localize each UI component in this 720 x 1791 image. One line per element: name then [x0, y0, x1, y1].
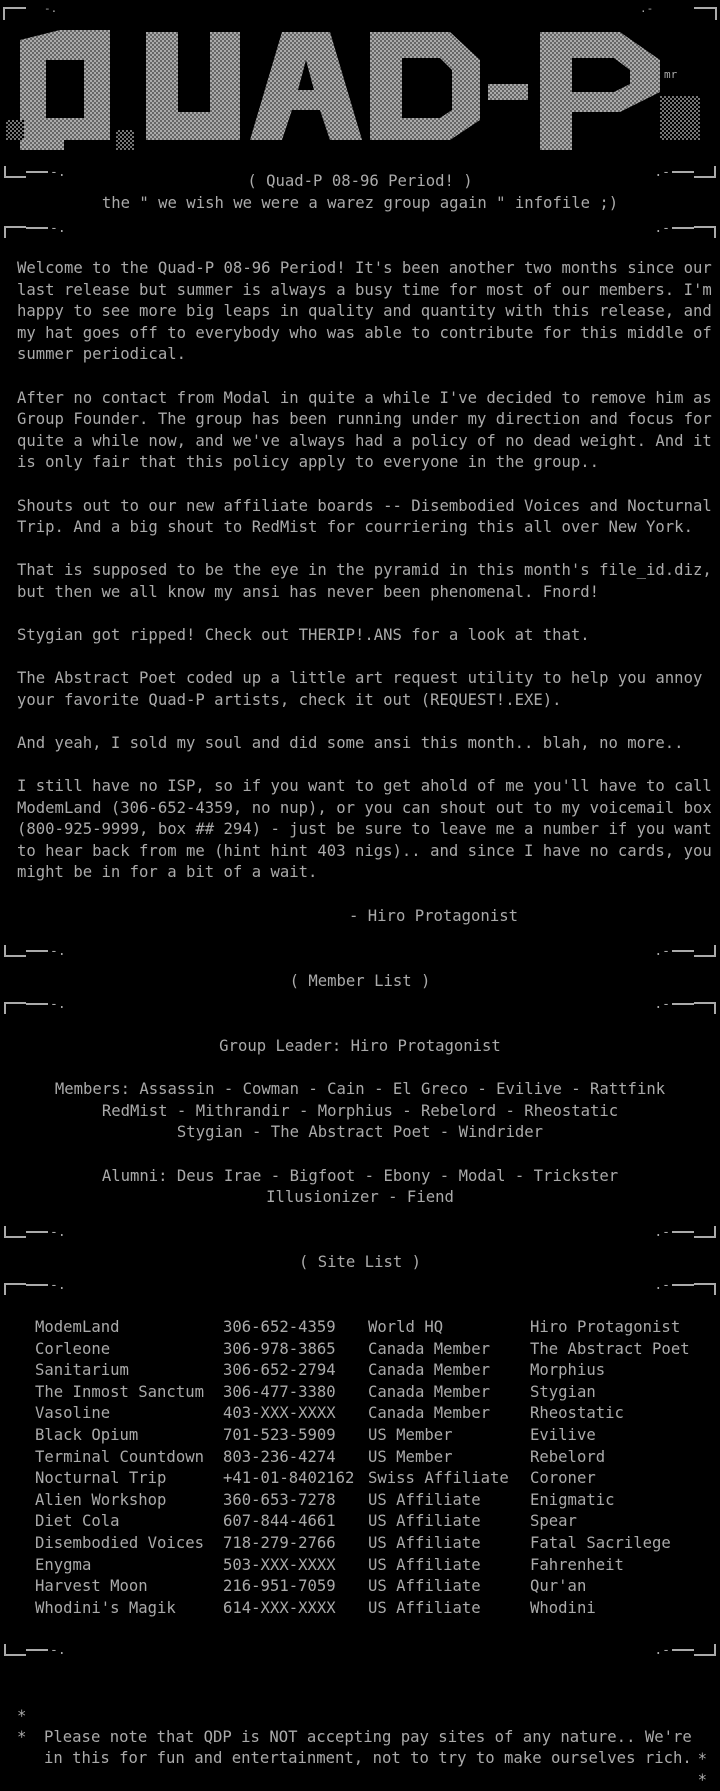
site-sysop: Enigmatic — [530, 1490, 615, 1509]
site-name: Enygma — [35, 1555, 92, 1574]
alumni-line1: Alumni: Deus Irae - Bigfoot - Ebony - Modal - Trickster — [101, 1167, 619, 1185]
site-phone: 216-951-7059 — [223, 1577, 336, 1596]
members-line3: Stygian - The Abstract Poet - Windrider — [176, 1123, 544, 1141]
site-sysop: Evilive — [530, 1426, 596, 1444]
site-sysop: Whodini — [530, 1598, 596, 1617]
site-type: Swiss Affiliate — [368, 1469, 509, 1488]
site-type: US Member — [368, 1447, 453, 1466]
site-name: Alien Workshop — [35, 1490, 167, 1509]
site-type: US Affiliate — [368, 1577, 481, 1596]
site-name: Harvest Moon — [35, 1577, 148, 1596]
footer-note-line1: * Please note that QDP is NOT accepting pay sites of any nature.. We're * — [17, 1706, 707, 1768]
intro-p2-line1: After no contact from Modal in quite a while I've decided to remove him as — [17, 389, 712, 407]
site-type: Canada Member — [368, 1404, 491, 1423]
site-name: Vasoline — [35, 1404, 111, 1423]
site-type: World HQ — [368, 1318, 444, 1336]
site-type: US Affiliate — [368, 1555, 481, 1574]
site-row — [35, 1533, 715, 1555]
site-type: Canada Member — [368, 1339, 491, 1358]
site-row — [35, 1468, 715, 1490]
site-sysop: Qur'an — [530, 1577, 587, 1596]
member-rule-bottom: -. .- — [4, 945, 716, 959]
intro-p8-line2: ModemLand (306-652-4359, no nup), or you can shout out to my voicemail box — [17, 799, 712, 817]
site-row — [35, 1360, 715, 1382]
intro-p1-line4: my hat goes off to everybody who was able to contribute for this middle of — [17, 324, 712, 342]
site-row — [35, 1317, 715, 1339]
site-name: Nocturnal Trip — [35, 1469, 167, 1488]
site-phone: 614-XXX-XXXX — [223, 1598, 336, 1617]
intro-p4-line2: but then we all know my ansi has never been phenomenal. Fnord! — [17, 583, 600, 601]
site-type: US Affiliate — [368, 1512, 481, 1531]
site-phone: 306-652-4359 — [223, 1318, 336, 1336]
site-row — [35, 1382, 715, 1404]
svg-text:-.: -. — [44, 2, 58, 15]
site-phone: +41-01-8402162 — [223, 1469, 355, 1488]
site-row — [35, 1598, 715, 1620]
intro-p2-line3: quite a while now, and we've always had a policy of no dead weight. And it — [17, 432, 712, 450]
intro-p1-line3: happy to see more big leaps in quality and quantity with this release, and — [17, 302, 712, 320]
site-name: ModemLand — [35, 1318, 120, 1336]
member-list-title: ( Member List ) — [289, 972, 431, 990]
intro-p8-line3: (800-925-9999, box ## 294) - just be sure to leave me a number if you want — [17, 820, 712, 838]
site-name: Whodini's Magik — [35, 1598, 176, 1617]
header-rule-bottom: -. .- — [4, 166, 716, 180]
site-phone: 306-652-2794 — [223, 1361, 336, 1380]
signature: - Hiro Protagonist — [349, 907, 518, 925]
intro-p8-line1: I still have no ISP, so if you want to get ahold of me you'll have to call — [17, 777, 712, 795]
site-row — [35, 1447, 715, 1469]
site-row — [35, 1511, 715, 1533]
members-line2: RedMist - Mithrandir - Morphius - Rebelord - Rheostatic — [101, 1102, 619, 1120]
site-phone: 403-XXX-XXXX — [223, 1404, 336, 1423]
site-phone: 306-978-3865 — [223, 1339, 336, 1358]
site-phone: 607-844-4661 — [223, 1512, 336, 1531]
site-row — [35, 1555, 715, 1577]
site-sysop: The Abstract Poet — [530, 1339, 690, 1358]
intro-p1-line1: Welcome to the Quad-P 08-96 Period! It's been another two months since our — [17, 259, 712, 277]
intro-p5-line1: Stygian got ripped! Check out THERIP!.ANS for a look at that. — [17, 626, 590, 644]
site-name: Disembodied Voices — [35, 1534, 204, 1552]
intro-p8-line5: might be in for a bit of a wait. — [17, 863, 318, 881]
site-type: US Member — [368, 1426, 453, 1444]
intro-p2-line4: is only fair that this policy apply to everyone in the group.. — [17, 453, 600, 471]
intro-p4-line1: That is supposed to be the eye in the pyramid in this month's file_id.diz, — [17, 561, 712, 579]
group-leader: Group Leader: Hiro Protagonist — [219, 1037, 501, 1055]
intro-rule-top: -. .- — [4, 222, 716, 236]
footer-note-line2: * in this for fun and entertainment, not to try to make ourselves rich. * — [17, 1727, 707, 1789]
site-type: Canada Member — [368, 1361, 491, 1380]
site-sysop: Rheostatic — [530, 1404, 624, 1423]
site-rule-bottom: -. .- — [4, 1226, 716, 1240]
intro-p1-line5: summer periodical. — [17, 345, 186, 363]
site-row — [35, 1403, 715, 1425]
footer-rule: -. .- — [4, 1644, 716, 1658]
svg-text:.-: .- — [640, 2, 654, 15]
intro-p7-line1: And yeah, I sold my soul and did some ansi this month.. blah, no more.. — [17, 734, 684, 752]
site-type: US Affiliate — [368, 1598, 481, 1617]
site-sysop: Fatal Sacrilege — [530, 1534, 671, 1552]
intro-p2-line2: Group Founder. The group has been running under my direction and focus for — [17, 410, 712, 428]
intro-p3-line2: Trip. And a big shout to RedMist for courriering this all over New York. — [17, 518, 693, 536]
site-type: US Affiliate — [368, 1534, 481, 1552]
site-sysop: Stygian — [530, 1382, 596, 1401]
file-subtitle: the " we wish we were a warez group again " infofile ;) — [101, 194, 619, 212]
site-sysop: Morphius — [530, 1361, 606, 1380]
site-rule-top: -. .- — [4, 1279, 716, 1293]
quad-p-logo — [0, 0, 720, 160]
site-name: Corleone — [35, 1339, 111, 1358]
site-name: Diet Cola — [35, 1512, 120, 1531]
site-row — [35, 1425, 715, 1447]
intro-p6-line2: your favorite Quad-P artists, check it out (REQUEST!.EXE). — [17, 691, 562, 709]
logo-mark: mr — [664, 68, 678, 81]
site-sysop: Spear — [530, 1512, 577, 1531]
alumni-line2: Illusionizer - Fiend — [266, 1188, 454, 1206]
site-list-title: ( Site List ) — [298, 1253, 422, 1271]
member-rule-top: -. .- — [4, 998, 716, 1012]
file-title: ( Quad-P 08-96 Period! ) — [247, 172, 473, 190]
site-name: Terminal Countdown — [35, 1447, 204, 1466]
site-phone: 503-XXX-XXXX — [223, 1555, 336, 1574]
site-sysop: Coroner — [530, 1469, 596, 1488]
site-phone: 701-523-5909 — [223, 1426, 336, 1444]
site-row — [35, 1339, 715, 1361]
intro-p8-line4: to hear back from me (hint hint 403 nigs).. and since I have no cards, you — [17, 842, 712, 860]
site-row — [35, 1576, 715, 1598]
site-sysop: Hiro Protagonist — [530, 1318, 681, 1336]
intro-p6-line1: The Abstract Poet coded up a little art request utility to help you annoy — [17, 669, 703, 687]
site-name: Black Opium — [35, 1426, 139, 1444]
site-sysop: Rebelord — [530, 1447, 606, 1466]
site-type: Canada Member — [368, 1382, 491, 1401]
site-sysop: Fahrenheit — [530, 1555, 624, 1574]
site-name: Sanitarium — [35, 1361, 129, 1380]
intro-p1-line2: last release but summer is always a busy time for most of our members. I'm — [17, 281, 712, 299]
intro-p3-line1: Shouts out to our new affiliate boards -- Disembodied Voices and Nocturnal — [17, 497, 712, 515]
site-phone: 360-653-7278 — [223, 1490, 336, 1509]
site-phone: 306-477-3380 — [223, 1382, 336, 1401]
site-row — [35, 1490, 715, 1512]
site-name: The Inmost Sanctum — [35, 1382, 204, 1401]
site-phone: 803-236-4274 — [223, 1447, 336, 1466]
site-type: US Affiliate — [368, 1490, 481, 1509]
members-line1: Members: Assassin - Cowman - Cain - El Greco - Evilive - Rattfink — [54, 1080, 666, 1098]
site-phone: 718-279-2766 — [223, 1534, 336, 1552]
